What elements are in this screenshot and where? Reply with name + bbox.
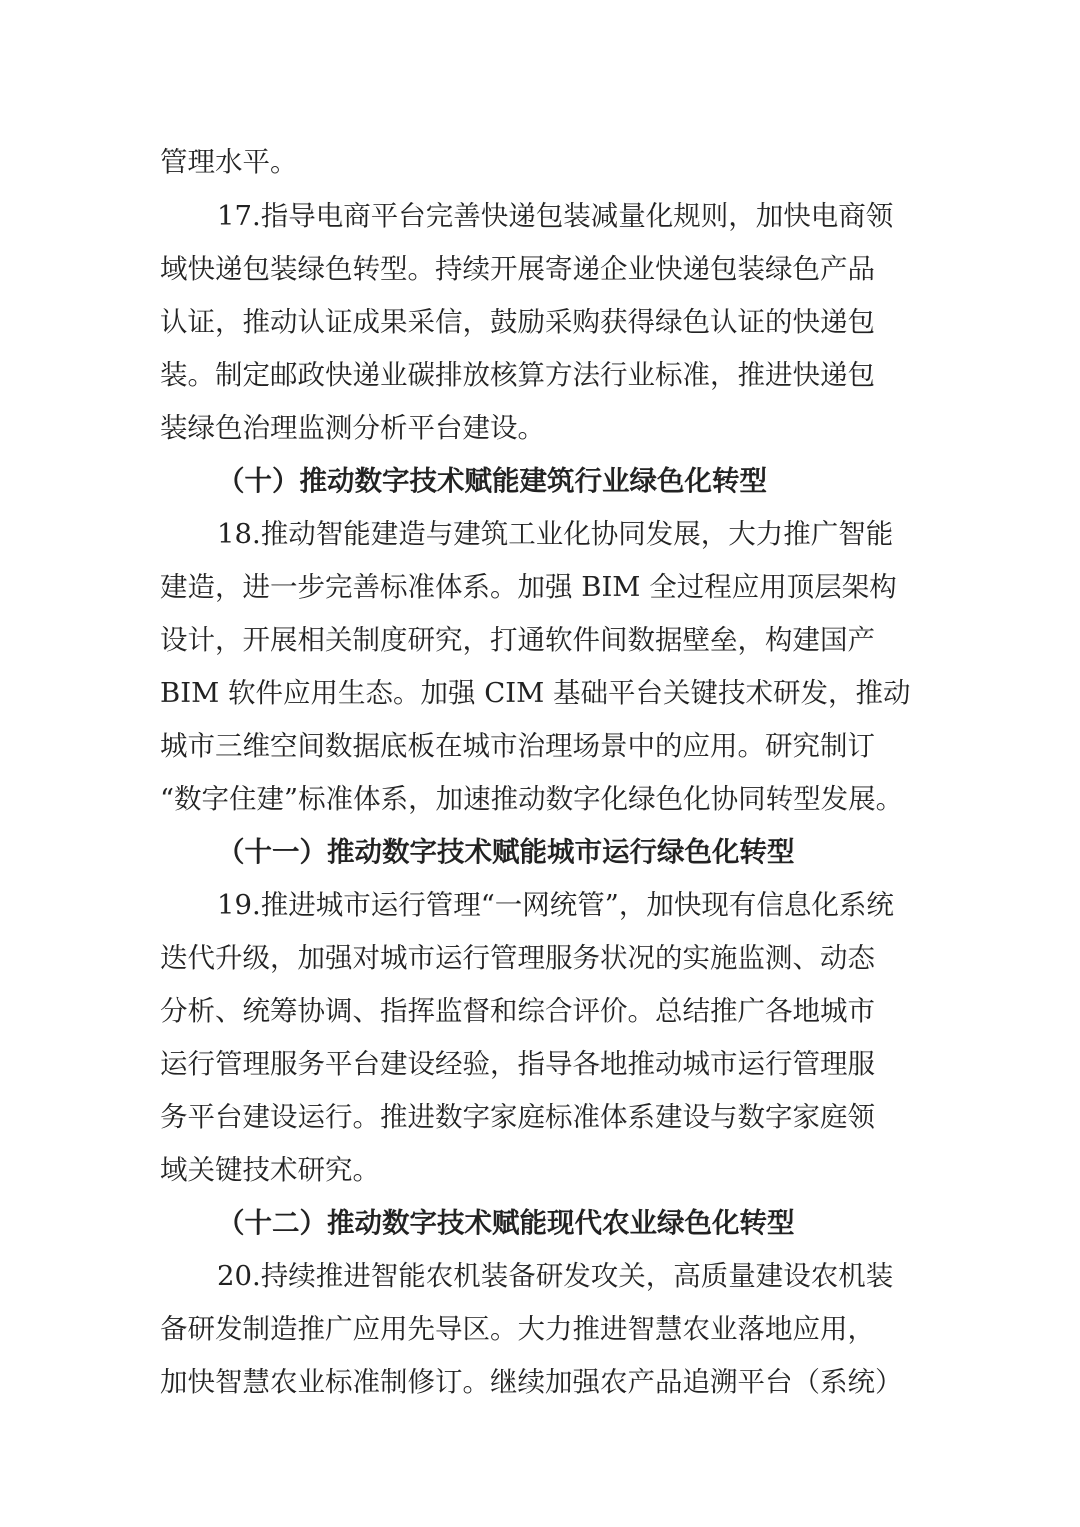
text-line: 管理水平。 bbox=[160, 146, 298, 178]
text-line: 域快递包装绿色转型。持续开展寄递企业快递包装绿色产品 bbox=[160, 253, 875, 285]
text-line: 建造，进一步完善标准体系。加强 BIM 全过程应用顶层架构 bbox=[160, 571, 897, 603]
section-heading-10: （十）推动数字技术赋能建筑行业绿色化转型 bbox=[217, 465, 767, 497]
section-heading-12: （十二）推动数字技术赋能现代农业绿色化转型 bbox=[217, 1207, 795, 1239]
text-line: “数字住建”标准体系，加速推动数字化绿色化协同转型发展。 bbox=[160, 783, 904, 815]
item-17-first-line: 17.指导电商平台完善快递包装减量化规则，加快电商领 bbox=[217, 200, 894, 232]
text-line: 认证，推动认证成果采信，鼓励采购获得绿色认证的快递包 bbox=[160, 306, 875, 338]
item-19-first-line: 19.推进城市运行管理“一网统管”，加快现有信息化系统 bbox=[217, 889, 894, 921]
text-line: 运行管理服务平台建设经验，指导各地推动城市运行管理服 bbox=[160, 1048, 875, 1080]
text-line: BIM 软件应用生态。加强 CIM 基础平台关键技术研发，推动 bbox=[160, 677, 911, 709]
text-line: 城市三维空间数据底板在城市治理场景中的应用。研究制订 bbox=[160, 730, 875, 762]
text-line: 分析、统筹协调、指挥监督和综合评价。总结推广各地城市 bbox=[160, 995, 875, 1027]
text-line: 装。制定邮政快递业碳排放核算方法行业标准，推进快递包 bbox=[160, 359, 875, 391]
text-line: 备研发制造推广应用先导区。大力推进智慧农业落地应用， bbox=[160, 1313, 875, 1345]
text-line: 设计，开展相关制度研究，打通软件间数据壁垒，构建国产 bbox=[160, 624, 875, 656]
text-line: 域关键技术研究。 bbox=[160, 1154, 380, 1186]
text-line: 加快智慧农业标准制修订。继续加强农产品追溯平台（系统） bbox=[160, 1366, 903, 1398]
text-line: 装绿色治理监测分析平台建设。 bbox=[160, 412, 545, 444]
item-18-first-line: 18.推动智能建造与建筑工业化协同发展，大力推广智能 bbox=[217, 518, 894, 550]
item-20-first-line: 20.持续推进智能农机装备研发攻关，高质量建设农机装 bbox=[217, 1260, 894, 1292]
section-heading-11: （十一）推动数字技术赋能城市运行绿色化转型 bbox=[217, 836, 795, 868]
text-line: 迭代升级，加强对城市运行管理服务状况的实施监测、动态 bbox=[160, 942, 875, 974]
text-line: 务平台建设运行。推进数字家庭标准体系建设与数字家庭领 bbox=[160, 1101, 875, 1133]
